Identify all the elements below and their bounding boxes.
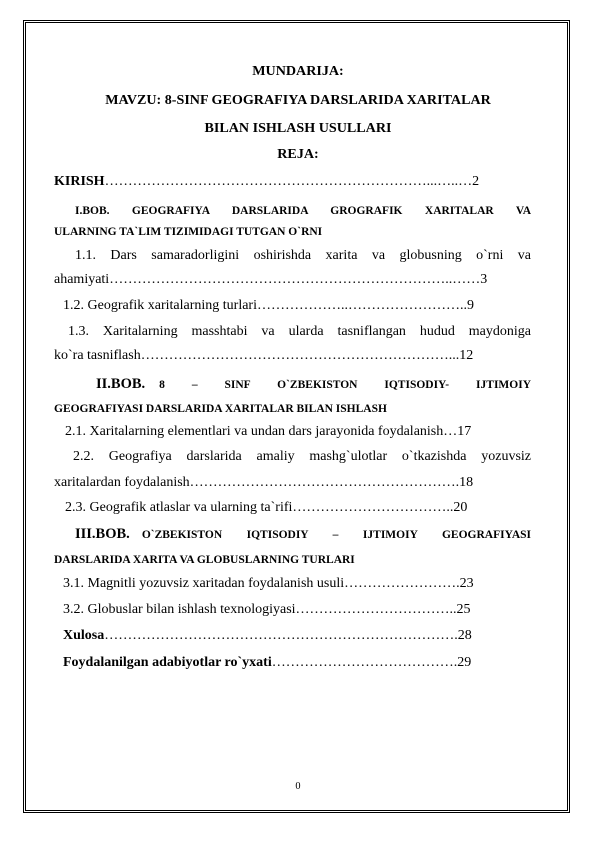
page-number: 0 <box>295 781 301 792</box>
toc-entry-references[interactable] <box>63 655 471 671</box>
toc-section-2-2-line-2[interactable]: xaritalardan foydalanish………………………………………………….18 <box>54 475 474 490</box>
toc-section-1-2[interactable]: 1.2. Geografik xaritalarning turlari………………..……………………..9 <box>63 298 474 313</box>
toc-chapter-3-prefix: III.BOB. <box>75 526 130 542</box>
toc-conclusion-label: Xulosa <box>63 628 105 643</box>
toc-section-3-2[interactable]: 3.2. Globuslar bilan ishlash texnologiyasi……………………………..25 <box>63 602 471 617</box>
toc-section-1-3-line-2[interactable]: ko`ra tasniflash…………………………………………………………...12 <box>54 348 474 363</box>
toc-chapter-2-title: 8 – SINF O`ZBEKISTON IQTISODIY- IJTIMOIY <box>159 379 531 391</box>
topic-line-2: BILAN ISHLASH USULLARI <box>204 120 392 136</box>
toc-references-page: 29 <box>457 655 472 670</box>
toc-chapter-1-line-1[interactable]: I.BOB. GEOGRAFIYA DARSLARIDA GROGRAFIK XARITALAR VA <box>75 205 531 217</box>
toc-conclusion-dots: ………………………………………………………………… <box>104 628 455 643</box>
toc-chapter-2-prefix: II.BOB. <box>96 376 146 392</box>
plan-heading: REJA: <box>277 146 319 162</box>
toc-section-3-1[interactable]: 3.1. Magnitli yozuvsiz xaritadan foydalanish usuli…………………….23 <box>63 576 474 591</box>
toc-references-label: Foydalanilgan adabiyotlar ro`yxati <box>63 655 272 670</box>
toc-section-2-2-line-1[interactable]: 2.2. Geografiya darslarida amaliy mashg`ulotlar o`tkazishda yozuvsiz <box>73 449 531 464</box>
toc-chapter-2-line-2[interactable]: GEOGRAFIYASI DARSLARIDA XARITALAR BILAN ISHLASH <box>54 403 387 415</box>
toc-chapter-3-title: O`ZBEKISTON IQTISODIY – IJTIMOIY GEOGRAFIYASI <box>141 529 531 541</box>
toc-section-1-1-line-1[interactable]: 1.1. Dars samaradorligini oshirishda xarita va globusning o`rni va <box>75 248 531 263</box>
toc-references-dots: …………………………………. <box>271 655 458 670</box>
toc-chapter-1-line-2[interactable]: ULARNING TA`LIM TIZIMIDAGI TUTGAN O`RNI <box>54 226 323 238</box>
toc-chapter-3-line-2[interactable]: DARSLARIDA XARITA VA GLOBUSLARNING TURLARI <box>54 554 355 566</box>
toc-intro-dots: ……………………………………………………………...…..… <box>104 174 473 189</box>
toc-entry-intro[interactable] <box>54 174 531 190</box>
toc-section-1-3-line-1[interactable]: 1.3. Xaritalarning masshtabi va ularda tasniflangan hudud maydoniga <box>68 324 531 339</box>
document-title: MUNDARIJA: <box>252 63 344 79</box>
topic-line-1: MAVZU: 8-SINF GEOGRAFIYA DARSLARIDA XARITALAR <box>105 92 491 108</box>
toc-intro-page: 2 <box>472 174 480 189</box>
toc-section-2-3[interactable]: 2.3. Geografik atlaslar va ularning ta`rifi……………………………..20 <box>65 500 468 515</box>
toc-section-2-1[interactable]: 2.1. Xaritalarning elementlari va undan dars jarayonida foydalanish…17 <box>65 424 472 439</box>
toc-chapter-3-line-1[interactable] <box>75 526 531 543</box>
toc-entry-conclusion[interactable] <box>63 628 472 644</box>
toc-section-1-1-line-2[interactable]: ahamiyati………………………………………………………………..……3 <box>54 272 488 287</box>
toc-chapter-2-line-1[interactable] <box>96 376 531 393</box>
toc-conclusion-page: .28 <box>454 628 472 643</box>
toc-intro-label: KIRISH <box>54 174 105 189</box>
